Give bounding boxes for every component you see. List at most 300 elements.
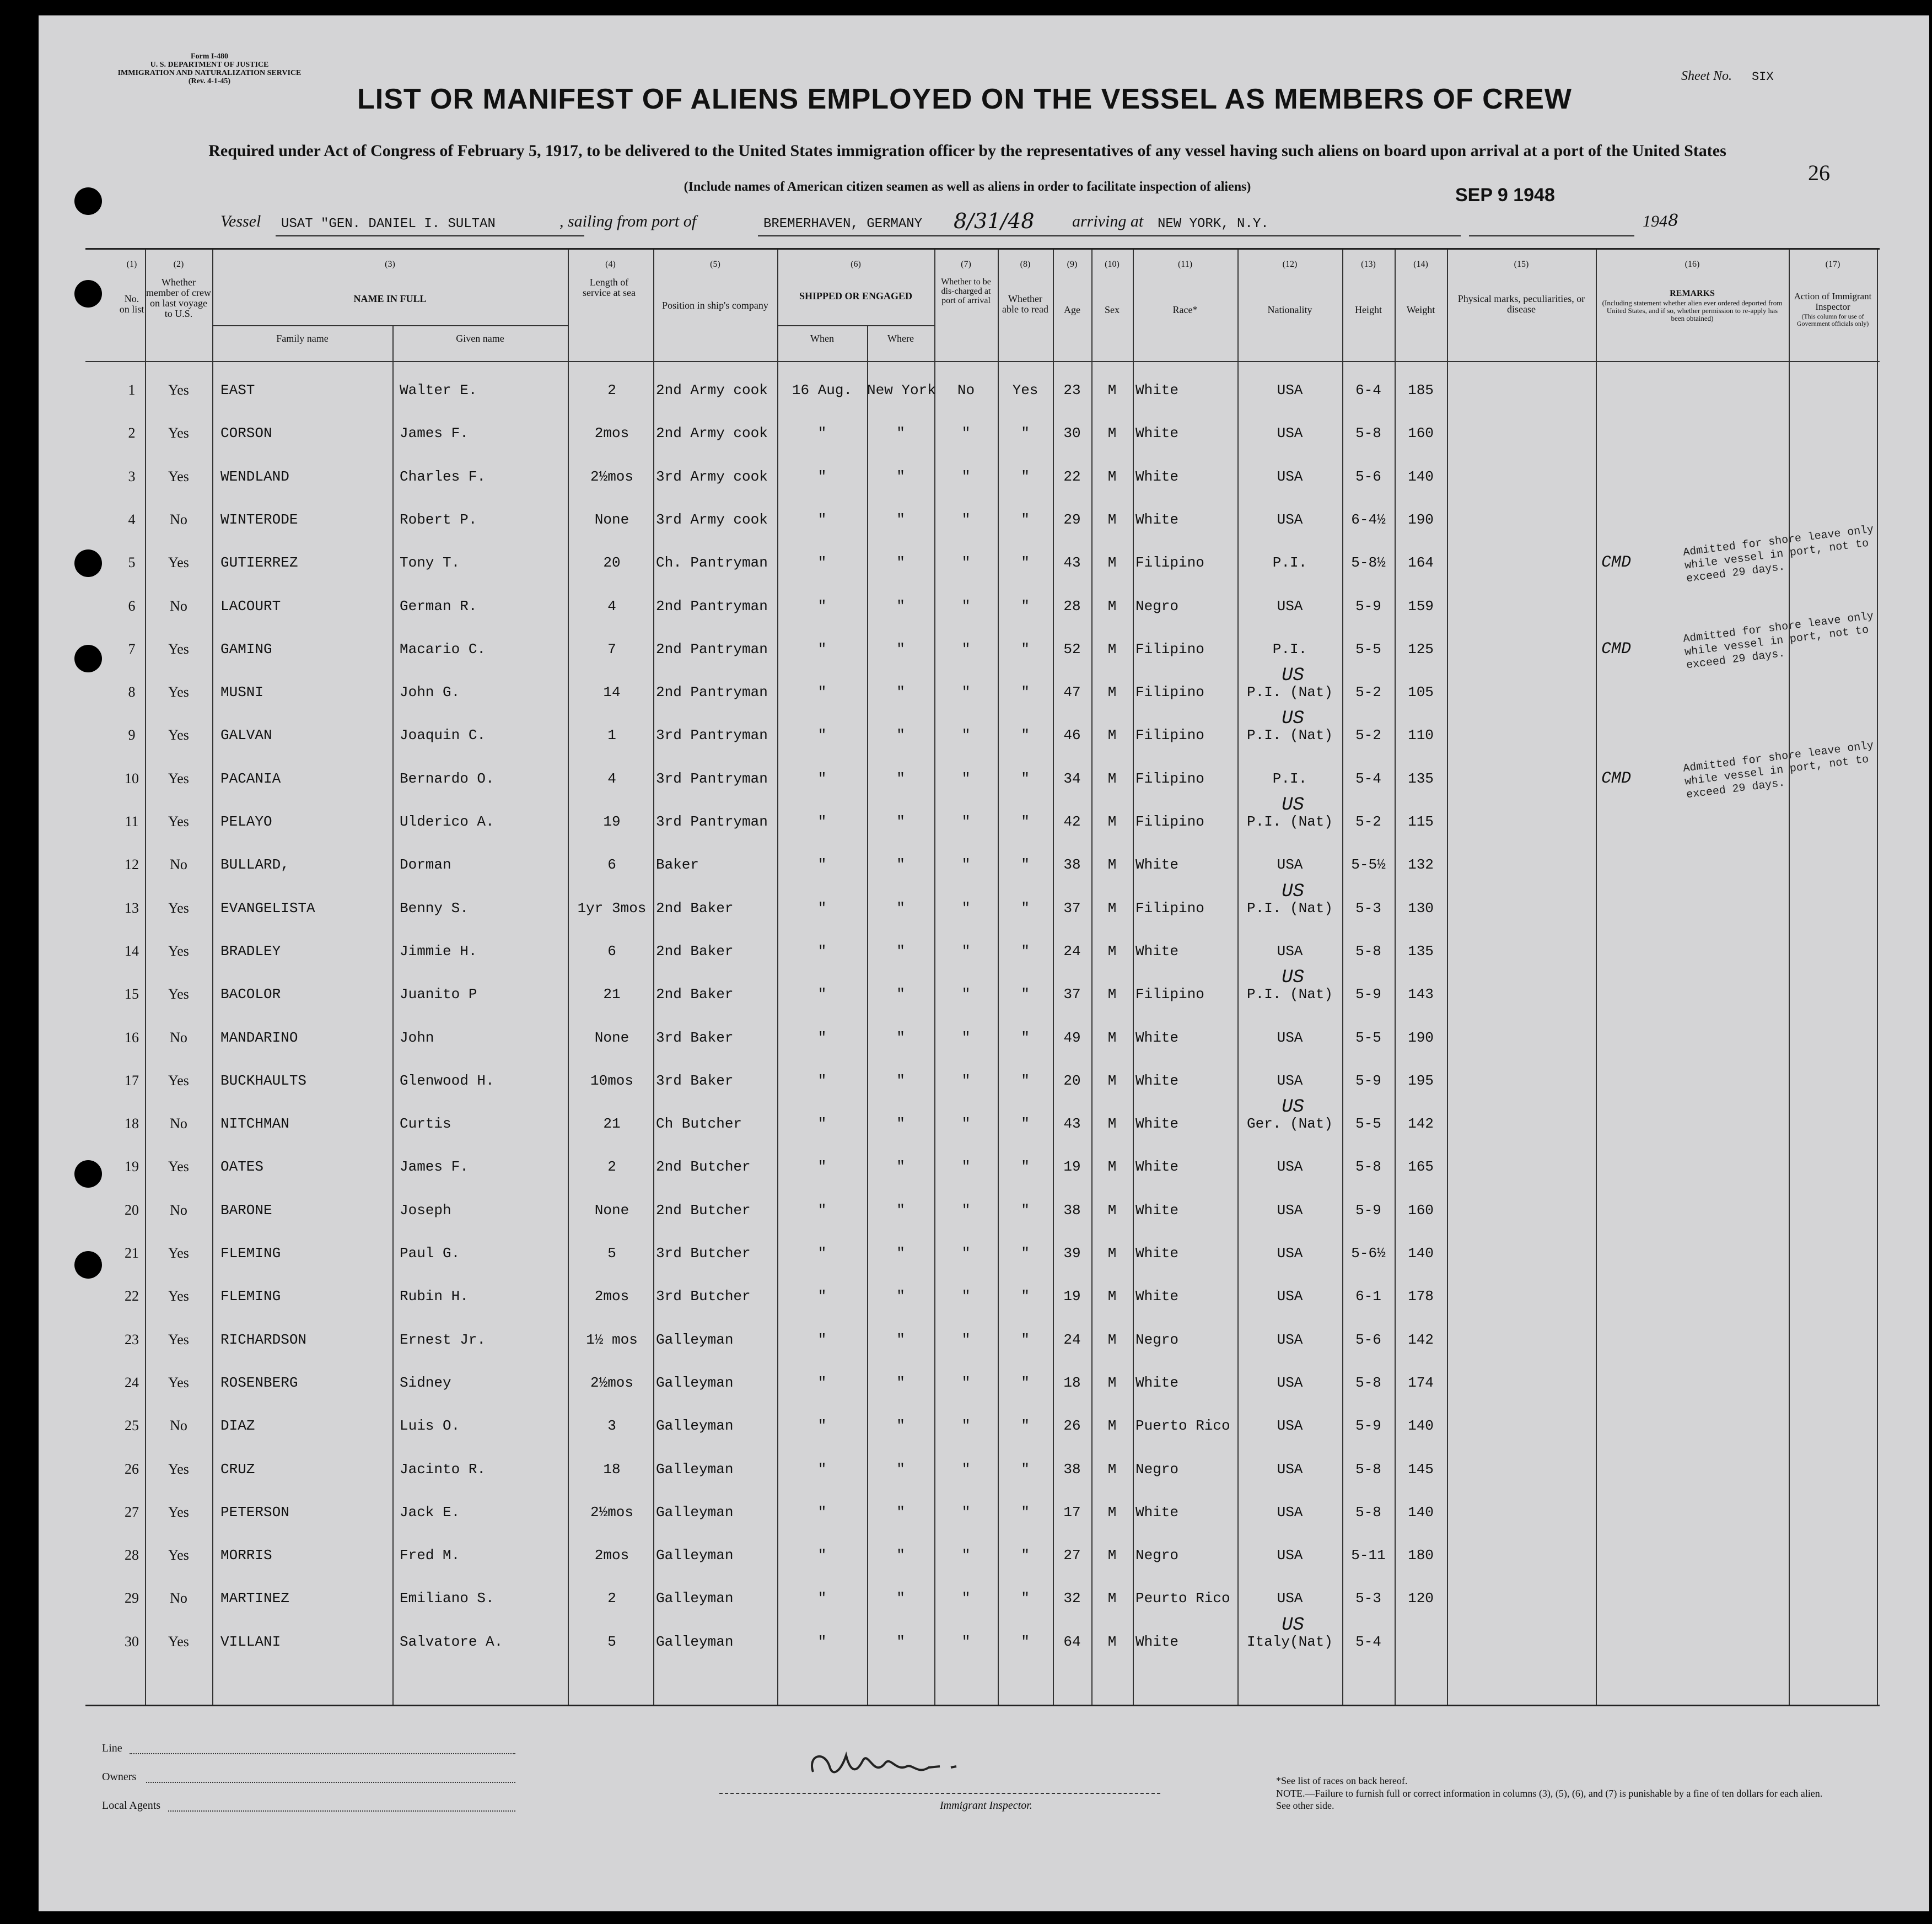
cell-height: 5-4	[1355, 770, 1381, 787]
cell-sex: M	[1107, 1201, 1117, 1219]
cell-weight: 142	[1408, 1331, 1434, 1348]
cell-shipped-when: "	[817, 899, 827, 917]
cell-length-of-service: 2	[607, 1158, 616, 1176]
cell-given-name: Tony T.	[400, 554, 460, 572]
cell-able-to-read: "	[1021, 1590, 1030, 1607]
cell-height: 5-8	[1355, 1158, 1381, 1176]
cell-row-number: 17	[125, 1072, 139, 1088]
col-num: (8)	[1020, 260, 1031, 269]
penalty-note: NOTE.—Failure to furnish full or correct information in columns (3), (5), (6), and (7) is punishable by a fine of ten dollars for each alien. See other side.	[1276, 1788, 1823, 1811]
cell-able-to-read: "	[1021, 1418, 1030, 1435]
cell-ship-position: Galleyman	[656, 1331, 734, 1348]
cell-height: 5-2	[1355, 727, 1381, 744]
cell-able-to-read: "	[1021, 942, 1030, 960]
cell-length-of-service: 3	[607, 1418, 616, 1435]
cell-nationality: USA	[1277, 1418, 1303, 1435]
cell-row-number: 1	[128, 382, 136, 398]
binder-hole	[74, 187, 102, 215]
cell-nationality: USA	[1277, 425, 1303, 442]
cell-nationality: USA	[1277, 1245, 1303, 1262]
cell-given-name: James F.	[400, 425, 469, 442]
cell-race: Filipino	[1135, 899, 1204, 917]
col-height: Height	[1355, 304, 1382, 315]
cell-member-last-voyage: No	[170, 1418, 187, 1434]
cell-ship-position: 3rd Baker	[656, 1029, 734, 1046]
cell-sex: M	[1107, 1288, 1117, 1305]
inspector-signature	[802, 1733, 1034, 1794]
cell-family-name: PELAYO	[220, 813, 272, 830]
sailing-label: , sailing from port of	[559, 212, 697, 230]
col-num: (16)	[1685, 260, 1700, 269]
cell-discharged: "	[961, 1374, 971, 1391]
cell-family-name: OATES	[220, 1158, 264, 1176]
cell-shipped-when: "	[817, 1245, 827, 1262]
cell-nationality: USA	[1277, 1158, 1303, 1176]
cell-shipped-where: "	[896, 597, 905, 615]
cell-discharged: "	[961, 468, 971, 485]
cell-row-number: 12	[125, 856, 139, 873]
cell-shipped-where: "	[896, 511, 905, 528]
cell-ship-position: 3rd Pantryman	[656, 770, 768, 787]
cell-weight: 135	[1408, 770, 1434, 787]
us-annotation: US	[1282, 1097, 1304, 1118]
cell-weight: 160	[1408, 425, 1434, 442]
cell-length-of-service: 1½ mos	[586, 1331, 638, 1348]
cell-shipped-where: "	[896, 1288, 905, 1305]
cell-race: Filipino	[1135, 554, 1204, 572]
cell-ship-position: 2nd Army cook	[656, 425, 768, 442]
cell-height: 6-1	[1355, 1288, 1381, 1305]
us-annotation: US	[1282, 1614, 1304, 1636]
sailing-date: 8/31/48	[954, 209, 1035, 233]
cell-given-name: Bernardo O.	[400, 770, 494, 787]
cell-ship-position: 3rd Baker	[656, 1072, 734, 1089]
cell-row-number: 27	[125, 1503, 139, 1520]
cell-shipped-when: "	[817, 511, 827, 528]
cell-able-to-read: "	[1021, 554, 1030, 572]
header-bottom-rule	[85, 361, 1880, 362]
cell-row-number: 30	[125, 1633, 139, 1650]
remark-stamp: Admitted for shore leave only while vessel in port, not to exceed 29 days.	[1682, 610, 1875, 672]
cell-member-last-voyage: Yes	[168, 942, 189, 959]
form-identifier	[99, 52, 320, 85]
cell-race: White	[1135, 1115, 1179, 1133]
cell-ship-position: Ch Butcher	[656, 1115, 742, 1133]
cell-nationality: USA	[1277, 1201, 1303, 1219]
owners-label: Owners	[102, 1771, 137, 1783]
table-row	[85, 382, 1880, 424]
cell-length-of-service: 20	[603, 554, 621, 572]
cell-race: Filipino	[1135, 986, 1204, 1003]
cell-weight: 174	[1408, 1374, 1434, 1391]
cell-ship-position: 2nd Butcher	[656, 1201, 751, 1219]
cell-age: 64	[1063, 1633, 1081, 1650]
cell-race: Negro	[1135, 597, 1179, 615]
cell-sex: M	[1107, 856, 1117, 874]
cell-length-of-service: 2½mos	[590, 1374, 633, 1391]
cell-ship-position: 3rd Army cook	[656, 511, 768, 528]
cell-able-to-read: "	[1021, 727, 1030, 744]
cell-sex: M	[1107, 813, 1117, 830]
col-num: (2)	[173, 260, 184, 269]
cell-member-last-voyage: Yes	[168, 1374, 189, 1391]
cell-given-name: Ernest Jr.	[400, 1331, 486, 1348]
cell-weight: 140	[1408, 468, 1434, 485]
table-row	[85, 598, 1880, 640]
cell-nationality: USA	[1277, 1288, 1303, 1305]
cell-race: Filipino	[1135, 727, 1204, 744]
cell-sex: M	[1107, 986, 1117, 1003]
cell-race: Negro	[1135, 1460, 1179, 1478]
cell-family-name: FLEMING	[220, 1245, 281, 1262]
cell-race: White	[1135, 942, 1179, 960]
cell-family-name: BRADLEY	[220, 942, 281, 960]
cell-age: 34	[1063, 770, 1081, 787]
cell-given-name: Charles F.	[400, 468, 486, 485]
cell-length-of-service: 2mos	[594, 1288, 629, 1305]
col-num: (13)	[1361, 260, 1376, 269]
cell-height: 5-8	[1355, 942, 1381, 960]
cell-given-name: Paul G.	[400, 1245, 460, 1262]
cell-shipped-when: "	[817, 425, 827, 442]
cell-nationality: USA	[1277, 1072, 1303, 1089]
cell-nationality: P.I.	[1272, 770, 1307, 787]
cell-sex: M	[1107, 1072, 1117, 1089]
cell-race: Filipino	[1135, 684, 1204, 701]
cell-race: Peurto Rico	[1135, 1590, 1230, 1607]
table-row	[85, 967, 1880, 1028]
cell-age: 19	[1063, 1158, 1081, 1176]
cell-row-number: 4	[128, 511, 136, 527]
cell-member-last-voyage: Yes	[168, 813, 189, 829]
cell-member-last-voyage: No	[170, 511, 187, 527]
cell-length-of-service: 1	[607, 727, 616, 744]
cell-discharged: "	[961, 856, 971, 874]
form-number: Form I-480	[190, 52, 229, 61]
cell-row-number: 15	[125, 986, 139, 1003]
cell-discharged: "	[961, 1201, 971, 1219]
cell-nationality: USA	[1277, 382, 1303, 398]
cell-race: Filipino	[1135, 640, 1204, 657]
cell-length-of-service: 2	[607, 1590, 616, 1607]
cell-family-name: GALVAN	[220, 727, 272, 744]
cell-row-number: 16	[125, 1029, 139, 1045]
cell-ship-position: 2nd Pantryman	[656, 684, 768, 701]
col-num: (15)	[1514, 260, 1529, 269]
cell-nationality: Italy(Nat)	[1246, 1633, 1333, 1650]
cell-shipped-where: "	[896, 727, 905, 744]
table-row	[85, 1245, 1880, 1287]
cell-row-number: 21	[125, 1245, 139, 1261]
cell-row-number: 29	[125, 1590, 139, 1607]
cell-given-name: Walter E.	[400, 382, 477, 398]
cell-discharged: "	[961, 1072, 971, 1089]
cell-sex: M	[1107, 1418, 1117, 1435]
cell-length-of-service: 2	[607, 382, 616, 398]
cell-given-name: Joseph	[400, 1201, 451, 1219]
cell-ship-position: 2nd Pantryman	[656, 597, 768, 615]
cell-shipped-where: "	[896, 1547, 905, 1564]
name-header-rule	[212, 325, 568, 326]
remark-initials: CMD	[1601, 639, 1632, 659]
cell-ship-position: 2nd Army cook	[656, 382, 768, 398]
table-row	[85, 1418, 1880, 1460]
cell-shipped-when: "	[817, 640, 827, 657]
cell-able-to-read: "	[1021, 1245, 1030, 1262]
cell-length-of-service: 6	[607, 856, 616, 874]
cell-able-to-read: Yes	[1012, 382, 1038, 398]
cell-length-of-service: 1yr 3mos	[577, 899, 647, 917]
table-row	[85, 739, 1880, 816]
cell-nationality: USA	[1277, 1547, 1303, 1564]
cell-row-number: 26	[125, 1460, 139, 1477]
col-shipped: SHIPPED OR ENGAGED	[799, 290, 913, 301]
cell-family-name: GUTIERREZ	[220, 554, 298, 572]
cell-age: 42	[1063, 813, 1081, 830]
cell-height: 5-2	[1355, 684, 1381, 701]
cell-member-last-voyage: Yes	[168, 684, 189, 700]
cell-row-number: 14	[125, 942, 139, 959]
cell-length-of-service: 2½mos	[590, 1503, 633, 1521]
col-remarks: REMARKS	[1670, 289, 1715, 298]
cell-family-name: PACANIA	[220, 770, 281, 787]
col-length-service: Length of service at sea	[583, 277, 636, 298]
cell-race: Negro	[1135, 1331, 1179, 1348]
cell-shipped-when: "	[817, 942, 827, 960]
cell-age: 17	[1063, 1503, 1081, 1521]
cell-nationality: USA	[1277, 1029, 1303, 1046]
cell-shipped-where: "	[896, 1331, 905, 1348]
col-name-in-full: NAME IN FULL	[353, 293, 427, 304]
cell-member-last-voyage: No	[170, 1029, 187, 1045]
cell-shipped-where: New York	[867, 382, 936, 398]
cell-ship-position: Galleyman	[656, 1547, 734, 1564]
cell-row-number: 8	[128, 684, 136, 700]
cell-discharged: No	[957, 382, 975, 398]
cell-nationality: USA	[1277, 1331, 1303, 1348]
cell-weight: 125	[1408, 640, 1434, 657]
cell-length-of-service: None	[594, 1201, 629, 1219]
cell-shipped-where: "	[896, 1590, 905, 1607]
table-row	[85, 1288, 1880, 1330]
cell-row-number: 11	[125, 813, 139, 829]
cell-age: 26	[1063, 1418, 1081, 1435]
arriving-port: NEW YORK, N.Y.	[1158, 217, 1269, 231]
cell-family-name: MANDARINO	[220, 1029, 298, 1046]
cell-height: 5-8	[1355, 1460, 1381, 1478]
cell-weight: 120	[1408, 1590, 1434, 1607]
cell-ship-position: Galleyman	[656, 1460, 734, 1478]
cell-age: 20	[1063, 1072, 1081, 1089]
col-num: (5)	[710, 260, 720, 269]
cell-height: 5-5½	[1351, 856, 1386, 874]
cell-race: White	[1135, 382, 1179, 398]
year-label: 194	[1643, 212, 1667, 230]
table-row	[85, 1504, 1880, 1546]
cell-age: 18	[1063, 1374, 1081, 1391]
cell-height: 5-9	[1355, 986, 1381, 1003]
cell-discharged: "	[961, 640, 971, 657]
col-sex: Sex	[1105, 304, 1120, 315]
cell-weight: 130	[1408, 899, 1434, 917]
cell-discharged: "	[961, 1547, 971, 1564]
cell-able-to-read: "	[1021, 813, 1030, 830]
cell-weight: 160	[1408, 1201, 1434, 1219]
col-whether-member: Whether member of crew on last voyage to U.S.	[146, 277, 211, 319]
local-agents-label: Local Agents	[102, 1799, 161, 1812]
cell-member-last-voyage: No	[170, 1590, 187, 1607]
cell-member-last-voyage: Yes	[168, 640, 189, 657]
cell-ship-position: 2nd Baker	[656, 986, 734, 1003]
cell-discharged: "	[961, 1288, 971, 1305]
cell-given-name: Salvatore A.	[400, 1633, 503, 1650]
cell-member-last-voyage: Yes	[168, 1547, 189, 1564]
cell-age: 28	[1063, 597, 1081, 615]
cell-ship-position: Galleyman	[656, 1503, 734, 1521]
cell-shipped-where: "	[896, 1460, 905, 1478]
cell-discharged: "	[961, 727, 971, 744]
cell-height: 5-5	[1355, 640, 1381, 657]
cell-length-of-service: None	[594, 511, 629, 528]
col-age: Age	[1064, 304, 1080, 315]
col-num: (17)	[1825, 260, 1840, 269]
cell-race: White	[1135, 425, 1179, 442]
cell-able-to-read: "	[1021, 684, 1030, 701]
cell-given-name: Dorman	[400, 856, 451, 874]
col-num: (10)	[1105, 260, 1120, 269]
cell-age: 49	[1063, 1029, 1081, 1046]
cell-length-of-service: 21	[603, 1115, 621, 1133]
cell-height: 6-4½	[1351, 511, 1386, 528]
table-row	[85, 1332, 1880, 1374]
cell-ship-position: 2nd Baker	[656, 899, 734, 917]
cell-weight: 132	[1408, 856, 1434, 874]
cell-shipped-where: "	[896, 554, 905, 572]
cell-sex: M	[1107, 770, 1117, 787]
local-agents-field	[168, 1810, 515, 1812]
cell-given-name: Emiliano S.	[400, 1590, 494, 1607]
table-row	[85, 468, 1880, 511]
cell-height: 5-2	[1355, 813, 1381, 830]
year-value: 8	[1668, 211, 1679, 230]
cell-given-name: John	[400, 1029, 434, 1046]
col-discharged: Whether to be dis-charged at port of arrival	[941, 277, 991, 305]
cell-able-to-read: "	[1021, 899, 1030, 917]
col-num: (12)	[1282, 260, 1298, 269]
cell-age: 29	[1063, 511, 1081, 528]
table-row	[85, 856, 1880, 902]
cell-discharged: "	[961, 1158, 971, 1176]
table-row	[85, 1547, 1880, 1589]
col-num: (11)	[1177, 260, 1193, 269]
cell-given-name: Rubin H.	[400, 1288, 469, 1305]
cell-sex: M	[1107, 1029, 1117, 1046]
cell-height: 5-3	[1355, 1590, 1381, 1607]
col-no-on-list: No. on list	[119, 293, 144, 315]
col-num: (7)	[961, 260, 971, 269]
table-row	[85, 425, 1880, 467]
cell-shipped-when: "	[817, 554, 827, 572]
cell-age: 24	[1063, 1331, 1081, 1348]
cell-age: 27	[1063, 1547, 1081, 1564]
cell-given-name: German R.	[400, 597, 477, 615]
cell-able-to-read: "	[1021, 1029, 1030, 1046]
table-row	[85, 1461, 1880, 1503]
cell-ship-position: Galleyman	[656, 1374, 734, 1391]
cell-race: Puerto Rico	[1135, 1418, 1230, 1435]
col-where: Where	[887, 333, 914, 344]
cell-family-name: BACOLOR	[220, 986, 281, 1003]
cell-age: 46	[1063, 727, 1081, 744]
table-row	[85, 1097, 1880, 1158]
col-position: Position in ship's company	[662, 300, 768, 311]
cell-shipped-where: "	[896, 425, 905, 442]
cell-given-name: Robert P.	[400, 511, 477, 528]
vessel-name: USAT "GEN. DANIEL I. SULTAN	[281, 217, 496, 231]
cell-able-to-read: "	[1021, 856, 1030, 874]
cell-race: White	[1135, 468, 1179, 485]
table-row	[85, 881, 1880, 942]
cell-able-to-read: "	[1021, 1288, 1030, 1305]
cell-sex: M	[1107, 554, 1117, 572]
date-underline	[1469, 217, 1634, 236]
col-action-note: (This column for use of Government officials only)	[1796, 312, 1869, 327]
cell-row-number: 2	[128, 425, 136, 441]
cell-weight: 165	[1408, 1158, 1434, 1176]
cell-sex: M	[1107, 1590, 1117, 1607]
cell-shipped-when: "	[817, 684, 827, 701]
cell-shipped-where: "	[896, 1115, 905, 1133]
cell-length-of-service: 5	[607, 1245, 616, 1262]
cell-race: White	[1135, 1072, 1179, 1089]
cell-discharged: "	[961, 1029, 971, 1046]
cell-length-of-service: 21	[603, 986, 621, 1003]
cell-nationality: P.I.	[1272, 640, 1307, 657]
cell-member-last-voyage: No	[170, 1201, 187, 1218]
cell-member-last-voyage: Yes	[168, 425, 189, 441]
cell-member-last-voyage: Yes	[168, 1288, 189, 1305]
cell-family-name: GAMING	[220, 640, 272, 657]
cell-length-of-service: 2mos	[594, 1547, 629, 1564]
table-row	[85, 708, 1880, 769]
cell-race: White	[1135, 511, 1179, 528]
cell-shipped-when: "	[817, 597, 827, 615]
cell-height: 5-6½	[1351, 1245, 1386, 1262]
cell-shipped-when: "	[817, 1115, 827, 1133]
col-num: (14)	[1413, 260, 1428, 269]
cell-shipped-where: "	[896, 468, 905, 485]
cell-discharged: "	[961, 1460, 971, 1478]
cell-shipped-where: "	[896, 1418, 905, 1435]
cell-member-last-voyage: Yes	[168, 554, 189, 571]
cell-shipped-where: "	[896, 1201, 905, 1219]
table-row	[85, 942, 1880, 989]
cell-row-number: 13	[125, 899, 139, 916]
cell-ship-position: 2nd Butcher	[656, 1158, 751, 1176]
cell-race: White	[1135, 1633, 1179, 1650]
cell-family-name: BUCKHAULTS	[220, 1072, 307, 1089]
cell-shipped-where: "	[896, 1072, 905, 1089]
cell-weight: 190	[1408, 1029, 1434, 1046]
table-row	[85, 1030, 1880, 1072]
cell-given-name: John G.	[400, 684, 460, 701]
vessel-line	[220, 209, 1709, 240]
cell-family-name: ROSENBERG	[220, 1374, 298, 1391]
cell-shipped-when: "	[817, 1288, 827, 1305]
service-name: IMMIGRATION AND NATURALIZATION SERVICE	[117, 69, 302, 77]
cell-age: 19	[1063, 1288, 1081, 1305]
cell-nationality: USA	[1277, 856, 1303, 874]
